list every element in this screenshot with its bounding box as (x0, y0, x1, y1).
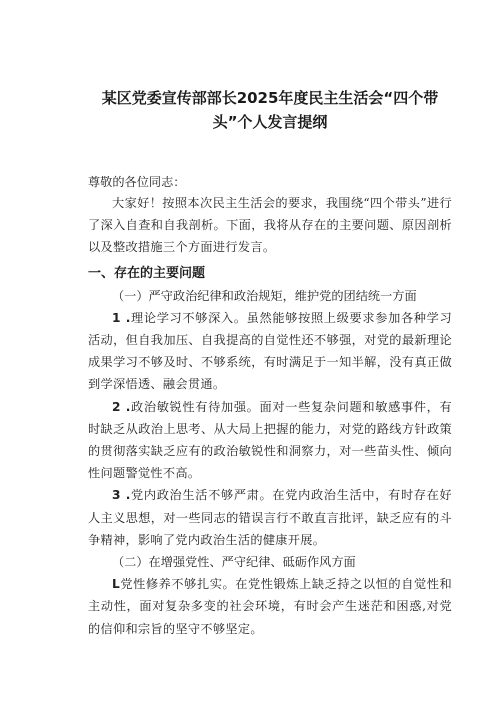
item-number: 2 . (112, 399, 131, 414)
problem-item (88, 573, 452, 640)
section-heading-problems: 一、存在的主要问题 (88, 265, 206, 281)
problem-item (88, 484, 452, 551)
subsection-heading-political-discipline: （一）严守政治纪律和政治规矩，维护党的团结统一方面 (112, 288, 417, 303)
item-text: 理论学习不够深入。虽然能够按照上级要求参加各种学习活动，但自我加压、自我提高的自觉性还不够强，对党的最新理论成果学习不够及时、不够系统，有时满足于一知半解，没有真正做到学深悟透、融会贯通。 (88, 310, 452, 392)
intro-paragraph: 大家好！按照本次民主生活会的要求，我围绕“四个带头”进行了深入自查和自我剖析。下面，我将从存在的主要问题、原因剖析以及整改措施三个方面进行发言。 (88, 196, 452, 255)
salutation: 尊敬的各位同志： (88, 175, 186, 189)
item-text: 党内政治生活不够严肃。在党内政治生活中，有时存在好人主义思想，对一些同志的错误言行不敢直言批评，缺乏应有的斗争精神，影响了党内政治生活的健康开展。 (88, 488, 452, 547)
item-number: 3 . (112, 488, 131, 503)
item-number: L (112, 577, 121, 592)
problem-item (88, 307, 452, 396)
item-number: 1 . (112, 310, 131, 325)
item-text: 党性修养不够扎实。在党性锻炼上缺乏持之以恒的自觉性和主动性，面对复杂多变的社会环境，有时会产生迷茫和困惑,对党的信仰和宗旨的坚守不够坚定。 (88, 577, 452, 636)
item-text: 政治敏锐性有待加强。面对一些复杂问题和敏感事件，有时缺乏从政治上思考、从大局上把握的能力，对党的路线方针政策的贯彻落实缺乏应有的政治敏锐性和洞察力，对一些苗头性、倾向性问题警觉性不高。 (88, 399, 452, 481)
problem-item (88, 396, 452, 485)
document-title: 某区党委宣传部部长2025年度民主生活会“四个带头”个人发言提纲 (101, 89, 439, 131)
subsection-heading-party-spirit: （二）在增强党性、严守纪律、砥砺作风方面 (112, 555, 356, 570)
